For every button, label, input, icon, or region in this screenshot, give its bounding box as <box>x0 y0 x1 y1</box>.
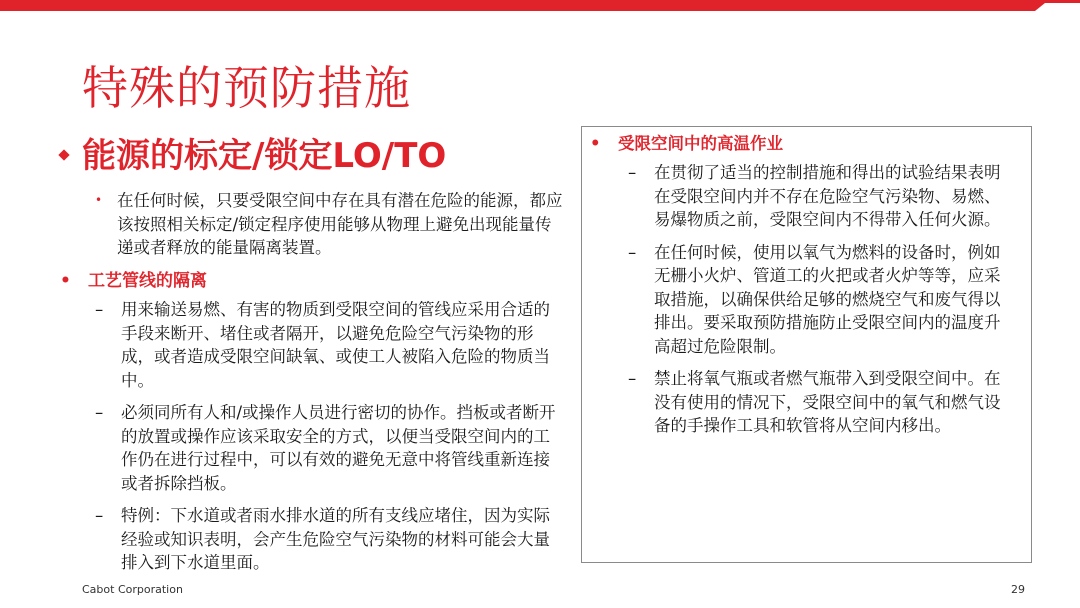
dash-bullet-icon: – <box>628 163 637 182</box>
dash-bullet-icon: – <box>628 369 637 388</box>
list-item <box>95 401 565 495</box>
list-item-text: 必须同所有人和/或操作人员进行密切的协作。挡板或者断开的放置或操作应该采取安全的方式，以便当受限空间内的工作仍在进行过程中，可以有效的避免无意中将管线重新连接或者拆除挡板。 <box>121 403 556 493</box>
lockout-bullet-text: 在任何时候，只要受限空间中存在具有潜在危险的能源，都应该按照相关标定/锁定程序使用能够从物理上避免出现能量传递或者释放的能量隔离装置。 <box>117 191 563 257</box>
slide-title: 特殊的预防措施 <box>82 61 411 115</box>
footer-company: Cabot Corporation <box>82 583 183 596</box>
diamond-bullet-icon <box>58 149 69 160</box>
bullet-icon: • <box>590 134 601 153</box>
box-heading <box>590 132 783 156</box>
dash-bullet-icon: – <box>95 506 104 525</box>
list-item-text: 在任何时候，使用以氧气为燃料的设备时，例如无栅小火炉、管道工的火把或者火炉等等，应采取措施，以确保供给足够的燃烧空气和废气得以排出。要采取预防措施防止受限空间内的温度升高超过危险限制。 <box>654 242 1001 356</box>
section-heading-pipeline <box>60 269 207 293</box>
hot-work-list <box>628 161 1013 447</box>
lockout-bullet <box>95 189 565 260</box>
section-heading-lockout <box>60 134 446 178</box>
dash-bullet-icon: – <box>628 242 637 262</box>
pipeline-list <box>95 298 565 584</box>
section-heading-lockout-text: 能源的标定/锁定LO/TO <box>82 136 447 176</box>
page-number: 29 <box>1011 583 1025 596</box>
list-item-text: 用来输送易燃、有害的物质到受限空间的管线应采用合适的手段来断开、堵住或者隔开，以避免危险空气污染物的形成，或者造成受限空间缺氧、或使工人被陷入危险的物质当中。 <box>121 300 550 390</box>
list-item <box>628 161 1013 232</box>
list-item <box>628 241 1013 359</box>
list-item <box>95 298 565 392</box>
small-bullet-icon: • <box>95 193 103 207</box>
hot-work-box <box>581 126 1032 563</box>
list-item <box>95 504 565 575</box>
section-heading-pipeline-text: 工艺管线的隔离 <box>88 271 207 291</box>
list-item-text: 禁止将氧气瓶或者燃气瓶带入到受限空间中。在没有使用的情况下，受限空间中的氧气和燃气设备的手操作工具和软管将从空间内移出。 <box>654 369 1001 435</box>
list-item-text: 特例：下水道或者雨水排水道的所有支线应堵住，因为实际经验或知识表明，会产生危险空气污染物的材料可能会大量排入到下水道里面。 <box>121 506 550 572</box>
list-item-text: 在贯彻了适当的控制措施和得出的试验结果表明在受限空间内并不存在危险空气污染物、易燃、易爆物质之前，受限空间内不得带入任何火源。 <box>654 163 1001 229</box>
box-heading-text: 受限空间中的高温作业 <box>618 134 783 153</box>
bullet-icon: • <box>60 271 71 291</box>
top-accent-bar <box>0 0 1080 11</box>
dash-bullet-icon: – <box>95 300 104 319</box>
dash-bullet-icon: – <box>95 403 104 422</box>
list-item <box>628 367 1013 438</box>
